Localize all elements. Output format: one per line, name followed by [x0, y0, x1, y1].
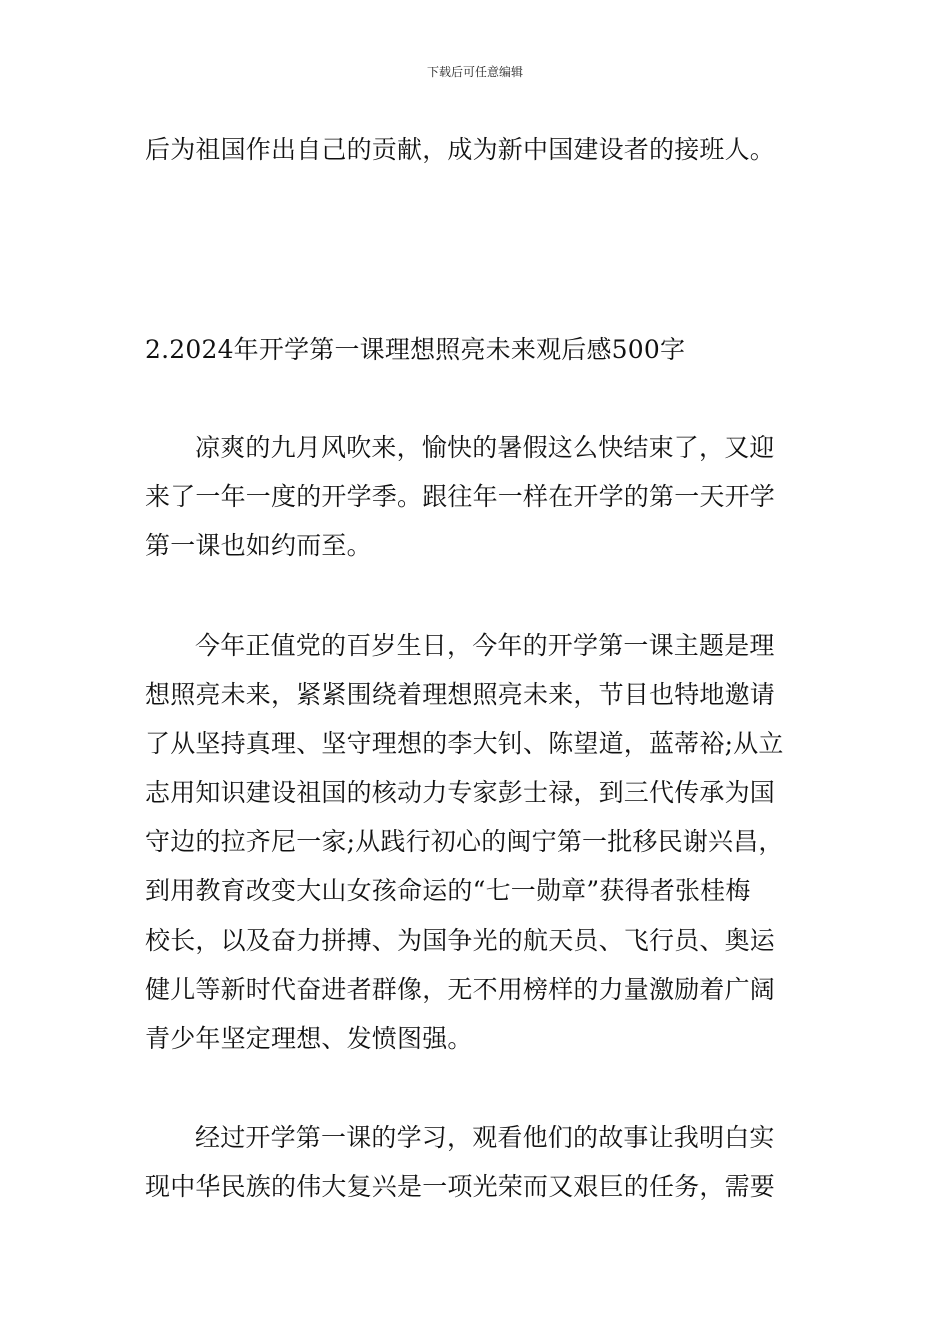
page-header-note: 下载后可任意编辑 — [426, 65, 523, 79]
paragraph-1-line-3: 第一课也如约而至。 — [145, 531, 372, 560]
section-title: 2.2024年开学第一课理想照亮未来观后感500字 — [145, 335, 686, 364]
paragraph-2-line-9: 青少年坚定理想、发愤图强。 — [145, 1024, 473, 1053]
paragraph-3-line-1: 经过开学第一课的学习，观看他们的故事让我明白实 — [195, 1123, 775, 1152]
paragraph-2-line-2: 想照亮未来，紧紧围绕着理想照亮未来，节目也特地邀请 — [145, 680, 776, 709]
paragraph-1-line-2: 来了一年一度的开学季。跟往年一样在开学的第一天开学 — [145, 482, 776, 511]
paragraph-2-line-4: 志用知识建设祖国的核动力专家彭士禄，到三代传承为国 — [145, 778, 776, 807]
paragraph-2-line-3: 了从坚持真理、坚守理想的李大钊、陈望道，蓝蒂裕;从立 — [145, 729, 784, 758]
paragraph-2-line-1: 今年正值党的百岁生日，今年的开学第一课主题是理 — [195, 631, 775, 660]
paragraph-2-line-8: 健儿等新时代奋进者群像，无不用榜样的力量激励着广阔 — [145, 975, 776, 1004]
paragraph-2-line-7: 校长，以及奋力拼搏、为国争光的航天员、飞行员、奥运 — [145, 926, 776, 955]
paragraph-3-line-2: 现中华民族的伟大复兴是一项光荣而又艰巨的任务，需要 — [145, 1172, 776, 1201]
intro-text-line: 后为祖国作出自己的贡献，成为新中国建设者的接班人。 — [145, 135, 776, 164]
paragraph-1-line-1: 凉爽的九月风吹来，愉快的暑假这么快结束了，又迎 — [195, 433, 775, 462]
paragraph-2-line-5: 守边的拉齐尼一家;从践行初心的闽宁第一批移民谢兴昌， — [145, 827, 784, 856]
paragraph-2-line-6: 到用教育改变大山女孩命运的“七一勋章”获得者张桂梅 — [145, 876, 751, 905]
